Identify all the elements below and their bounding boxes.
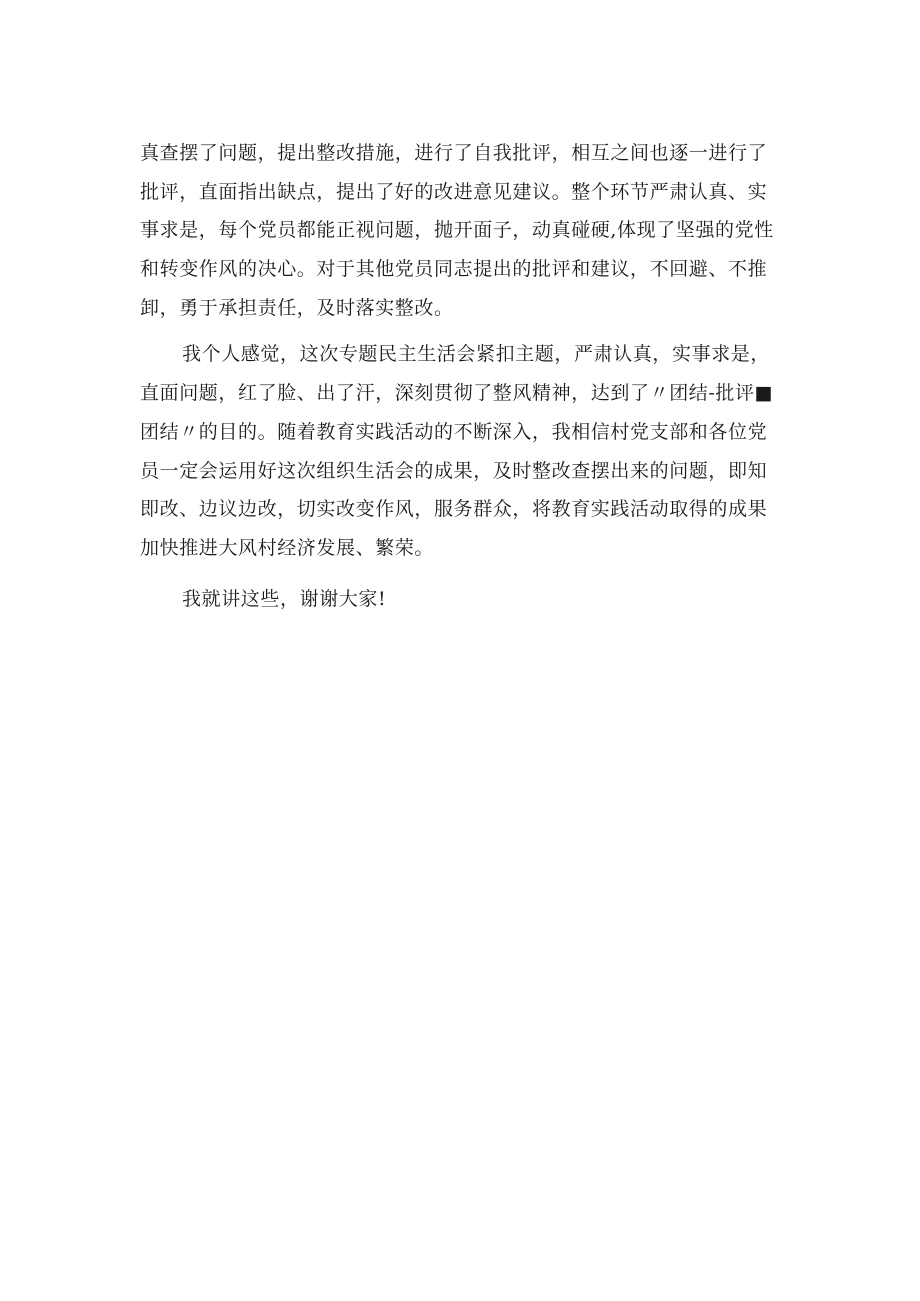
paragraph-line: 和转变作风的决心。对于其他党员同志提出的批评和建议，不回避、不推 <box>140 258 768 281</box>
paragraph-spacer <box>140 568 800 580</box>
paragraph-line: 直面问题，红了脸、出了汗，深刻贯彻了整风精神，达到了〃团结-批评■ <box>140 382 774 405</box>
paragraph-line: 即改、边议边改，切实改变作风，服务群众，将教育实践活动取得的成果 <box>140 498 768 521</box>
paragraph-spacer <box>140 327 800 335</box>
paragraph-line: 我就讲这些，谢谢大家! <box>182 587 387 610</box>
paragraph-line: 员一定会运用好这次组织生活会的成果，及时整改查摆出来的问题，即知 <box>140 459 768 482</box>
paragraph-2 <box>140 335 800 567</box>
paragraph-3 <box>140 580 800 619</box>
paragraph-line: 批评，直面指出缺点，提出了好的改进意见建议。整个环节严肃认真、实 <box>140 180 768 203</box>
paragraph-line: 事求是，每个党员都能正视问题，抛开面子，动真碰硬,体现了坚强的党性 <box>140 219 774 242</box>
paragraph-1 <box>140 134 800 327</box>
document-body <box>140 134 800 618</box>
paragraph-line: 团结〃的目的。随着教育实践活动的不断深入，我相信村党支部和各位党 <box>140 420 768 443</box>
paragraph-line: 我个人感觉，这次专题民主生活会紧扣主题，严肃认真，实事求是， <box>182 343 771 366</box>
paragraph-line: 加快推进大风村经济发展、繁荣。 <box>140 536 435 559</box>
paragraph-line: 真查摆了问题，提出整改措施，进行了自我批评，相互之间也逐一进行了 <box>140 142 768 164</box>
paragraph-line: 卸，勇于承担责任，及时落实整改。 <box>140 296 454 319</box>
